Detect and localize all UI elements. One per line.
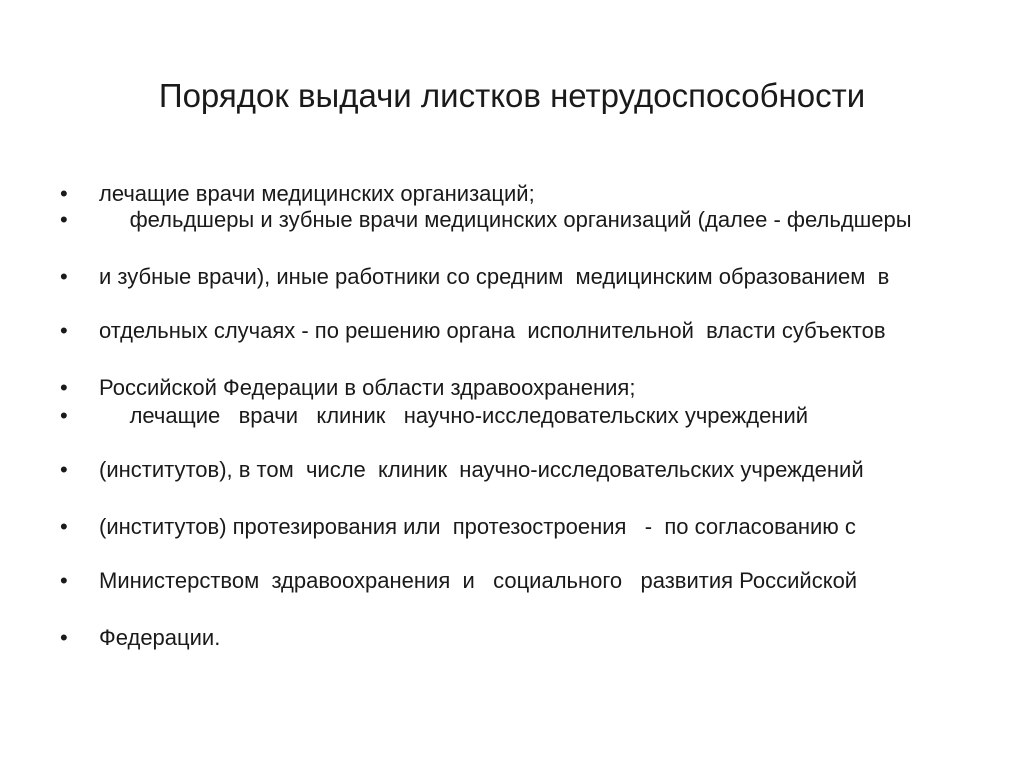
- bullet-marker: •: [60, 181, 68, 206]
- bullet-marker: •: [60, 207, 68, 232]
- bullet-list: [60, 182, 960, 652]
- bullet-text: и зубные врачи), иные работники со средним медицинским образованием в: [99, 264, 890, 289]
- bullet-item-3: [60, 265, 960, 319]
- bullet-item-4: [60, 319, 960, 376]
- bullet-marker: •: [60, 514, 68, 539]
- bullet-item-7: [60, 458, 960, 515]
- bullet-marker: •: [60, 403, 68, 428]
- bullet-marker: •: [60, 264, 68, 289]
- bullet-item-5: [60, 376, 960, 404]
- bullet-text: Федерации.: [99, 625, 221, 650]
- bullet-item-1: [60, 182, 960, 208]
- bullet-text: отдельных случаях - по решению органа исполнительной власти субъектов: [99, 318, 886, 343]
- bullet-item-6: [60, 404, 960, 458]
- bullet-text: Министерством здравоохранения и социального развития Российской: [99, 568, 858, 593]
- bullet-text: фельдшеры и зубные врачи медицинских организаций (далее - фельдшеры: [99, 207, 912, 232]
- bullet-text: лечащие врачи клиник научно-исследовательских учреждений: [99, 403, 809, 428]
- bullet-marker: •: [60, 568, 68, 593]
- bullet-item-10: [60, 626, 960, 652]
- bullet-item-9: [60, 569, 960, 626]
- bullet-text: Российской Федерации в области здравоохранения;: [99, 375, 636, 400]
- bullet-marker: •: [60, 375, 68, 400]
- bullet-marker: •: [60, 318, 68, 343]
- bullet-text: (институтов) протезирования или протезостроения - по согласованию с: [99, 514, 856, 539]
- bullet-item-8: [60, 515, 960, 569]
- bullet-text: лечащие врачи медицинских организаций;: [99, 181, 535, 206]
- slide-title: Порядок выдачи листков нетрудоспособности: [158, 77, 866, 114]
- bullet-text: (институтов), в том числе клиник научно-исследовательских учреждений: [99, 457, 864, 482]
- bullet-marker: •: [60, 625, 68, 650]
- bullet-item-2: [60, 208, 960, 265]
- bullet-marker: •: [60, 457, 68, 482]
